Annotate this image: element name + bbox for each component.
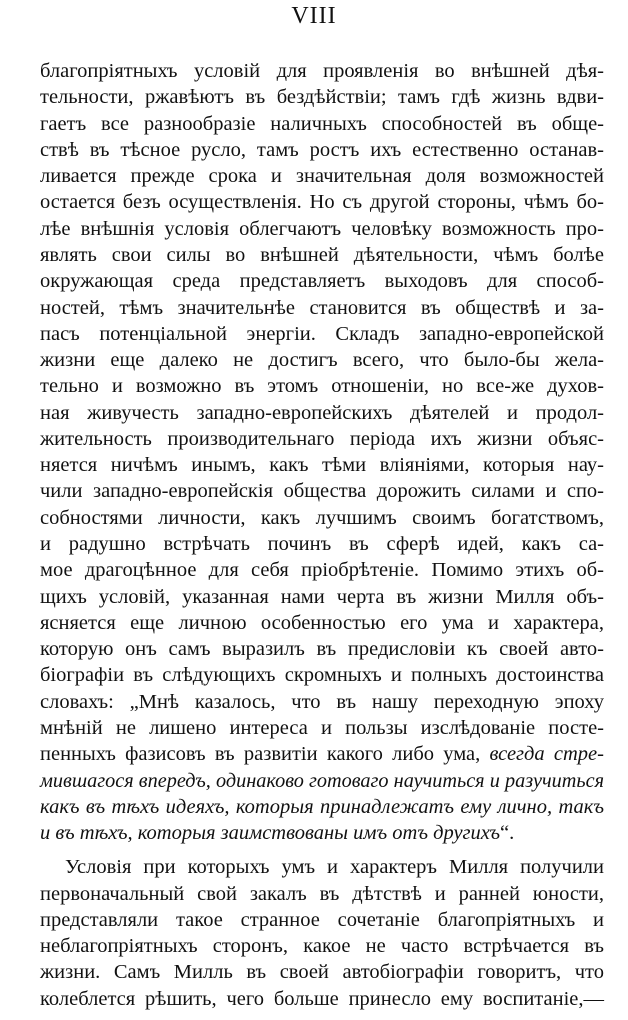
text-line: и радушно встрѣчать починъ въ сферѣ идей, какъ са- [40,533,604,555]
text-line: жизни еще далеко не достигъ всего, что было-бы жела- [40,349,604,372]
text-line: ная живучесть западно-европейскихъ дѣятелей и продол- [40,401,604,424]
italic-quote-line: какъ въ тѣхъ идеяхъ, которыя принадлежатъ ему лично, такъ [40,795,604,818]
italic-quote-line: мившагося впередъ, одинаково готоваго научиться и разучиться [40,769,604,792]
text-line [40,820,604,846]
text-line: собностями личности, какъ лучшимъ своимъ богатствомъ, [40,506,604,529]
closing-quote: “. [500,822,515,845]
text-line: біографіи въ слѣдующихъ скромныхъ и полныхъ достоинства [40,664,604,687]
text-line: представляли такое странное сочетаніе благопріятныхъ и [40,908,604,931]
text-line: которую онъ самъ выразилъ въ предисловіи къ своей авто- [40,638,604,661]
text-line: остается безъ осуществленія. Но съ другой стороны, чѣмъ бо- [40,191,604,214]
text-line: ностей, тѣмъ значительнѣе становится въ обществѣ и за- [40,296,604,319]
text-line: колеблется рѣшить, чего больше принесло ему воспитаніе,— [40,987,604,1010]
text-line: ствѣ въ тѣсное русло, тамъ ростъ ихъ естественно останав- [40,138,604,161]
text-line: первоначальный свой закалъ въ дѣтствѣ и ранней юности, [40,882,604,905]
text-line: тельно и возможно въ этомъ отношеніи, но все-же духов- [40,375,604,398]
text-line: жизни. Самъ Милль въ своей автобіографіи говоритъ, что [40,961,604,984]
text-run: пенныхъ фазисовъ въ развитіи какого либо ума, [40,743,490,766]
text-line: пасъ потенціальной энергіи. Складъ западно-европейской [40,322,604,345]
text-line: словахъ: „Мнѣ казалось, что въ нашу переходную эпоху [40,690,604,713]
text-line: благопріятныхъ условій для проявленія во внѣшней дѣя- [40,60,604,82]
italic-quote-run: всегда стре- [489,743,604,766]
text-line: гаетъ все разнообразіе наличныхъ способностей въ обще- [40,112,604,135]
italic-quote-run: и въ тѣхъ, которыя заимствованы имъ отъ другихъ [40,822,501,845]
text-line: жительность производительнаго періода ихъ жизни объяс- [40,427,604,450]
text-line [40,741,604,767]
text-line: неблагопріятныхъ сторонъ, какое не часто встрѣчается въ [40,935,604,958]
text-line: тельности, ржавѣютъ въ бездѣйствіи; тамъ гдѣ жизнь вдви- [40,86,604,109]
text-line: ясняется еще личною особенностью его ума и характера, [40,611,604,634]
text-line: мое драгоцѣнное для себя пріобрѣтеніе. Помимо этихъ об- [40,559,604,582]
text-line: щихъ условій, указанная нами черта въ жизни Милля объ- [40,585,604,608]
page-number: VIII [291,3,337,29]
text-line: мнѣній не лишено интереса и пользы изслѣдованіе посте- [40,716,604,739]
text-line: лѣе внѣшнія условія облегчаютъ человѣку возможность про- [40,217,604,240]
text-line: ливается прежде срока и значительная доля возможностей [40,165,604,188]
text-line: няется ничѣмъ инымъ, какъ тѣми вліяніями, которыя нау- [40,454,604,477]
text-line: являть свои силы во внѣшней дѣятельности, чѣмъ болѣе [40,243,604,266]
text-line: Условія при которыхъ умъ и характеръ Милля получили [65,856,604,879]
text-line: чили западно-европейскія общества дорожить силами и спо- [40,480,604,503]
text-line: окружающая среда представляетъ выходовъ для способ- [40,270,604,293]
